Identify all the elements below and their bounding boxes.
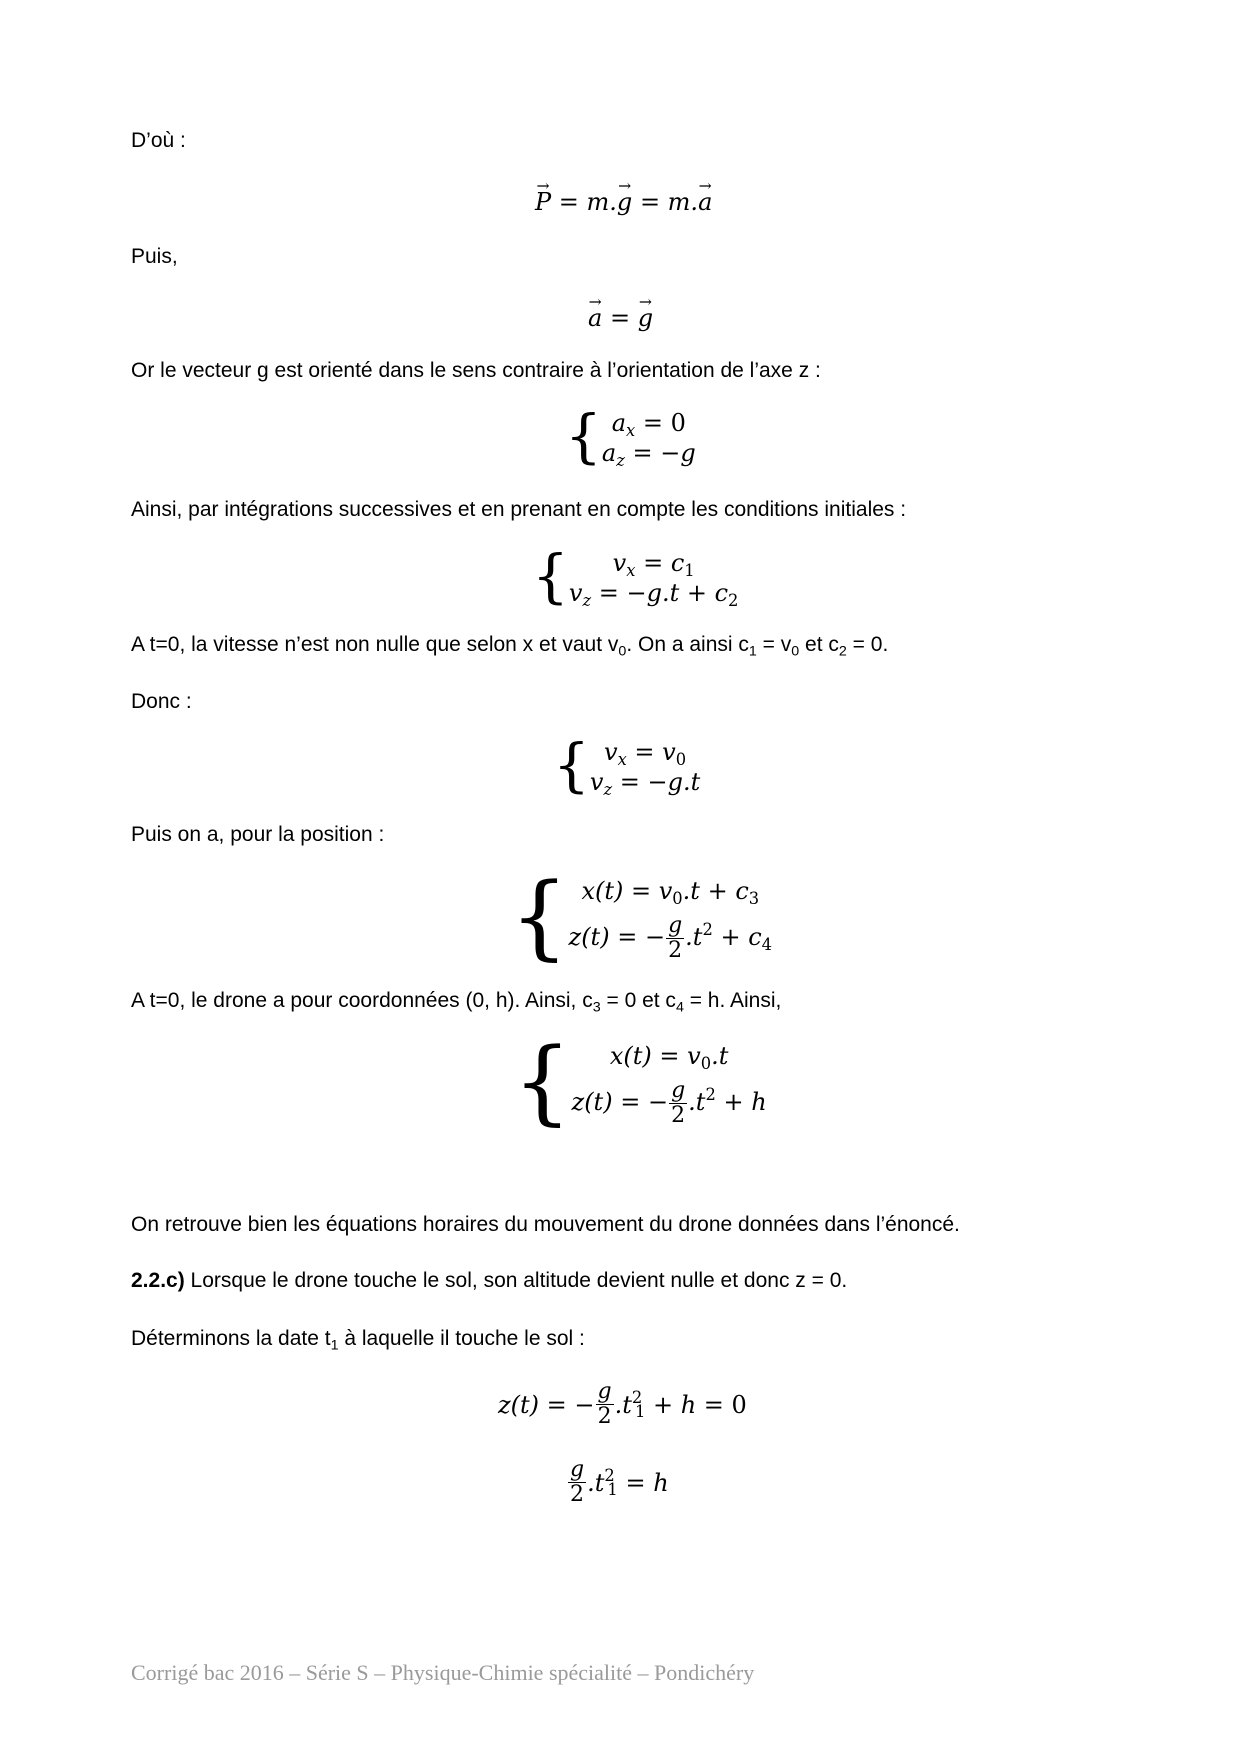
text-line: A t=0, la vitesse n’est non nulle que selon x et vaut $v_0$. On a ainsi $c_1 = v_0$ et $c_2 = 0$.: [131, 633, 889, 660]
equation-system-acceleration: { $a_x = 0$ $a_z = -g$: [565, 402, 696, 470]
text-line: 2.2.c) Lorsque le drone touche le sol, son altitude devient nulle et donc z = 0.: [131, 1269, 848, 1292]
equation-weight: → P = m.→ g = m.→ a: [535, 188, 712, 216]
text-line: Ainsi, par intégrations successives et en prenant en compte les conditions initiales :: [131, 498, 907, 521]
text-line: A t=0, le drone a pour coordonnées (0, h). Ainsi, $c_3 = 0$ et $c_4 = h$. Ainsi,: [131, 989, 782, 1016]
equation-system-velocity: { $v_x = v_0$ $v_z = -g.t$: [553, 731, 701, 799]
text-line: D’où :: [131, 129, 186, 152]
page-footer: Corrigé bac 2016 – Série S – Physique-Chimie spécialité – Pondichéry: [131, 1660, 755, 1685]
question-number: 2.2.c): [131, 1269, 185, 1292]
text-line: Donc :: [131, 690, 192, 713]
equation-ground-contact: z(t) = − $\frac{g}{2}$ $.t^2_1 + h = 0$: [498, 1379, 747, 1429]
text-line: Puis on a, pour la position :: [131, 823, 385, 846]
text-line: Puis,: [131, 245, 178, 268]
equation-system-position-constants: { $x(t) = v_0.t + c_3$ z(t) = − $\frac{g}{2}$ $.t^2 + c_4$: [510, 863, 773, 970]
equation-acceleration: → a = → g: [588, 304, 653, 332]
text-line: Or le vecteur g est orienté dans le sens contraire à l’orientation de l’axe z :: [131, 359, 821, 382]
text-line: On retrouve bien les équations horaires du mouvement du drone données dans l’énoncé.: [131, 1213, 960, 1236]
equation-system-position: { $x(t) = v_0.t$ z(t) = − $\frac{g}{2}$ $.t^2 + h$: [513, 1028, 767, 1135]
equation-system-velocity-constants: { $v_x = c_1$ $v_z = -g.t + c_2$: [532, 542, 739, 610]
equation-time-solve: $\frac{g}{2}$ $.t^2_1 = h$: [570, 1457, 669, 1507]
text-line: Déterminons la date $t_1$ à laquelle il touche le sol :: [131, 1327, 585, 1354]
